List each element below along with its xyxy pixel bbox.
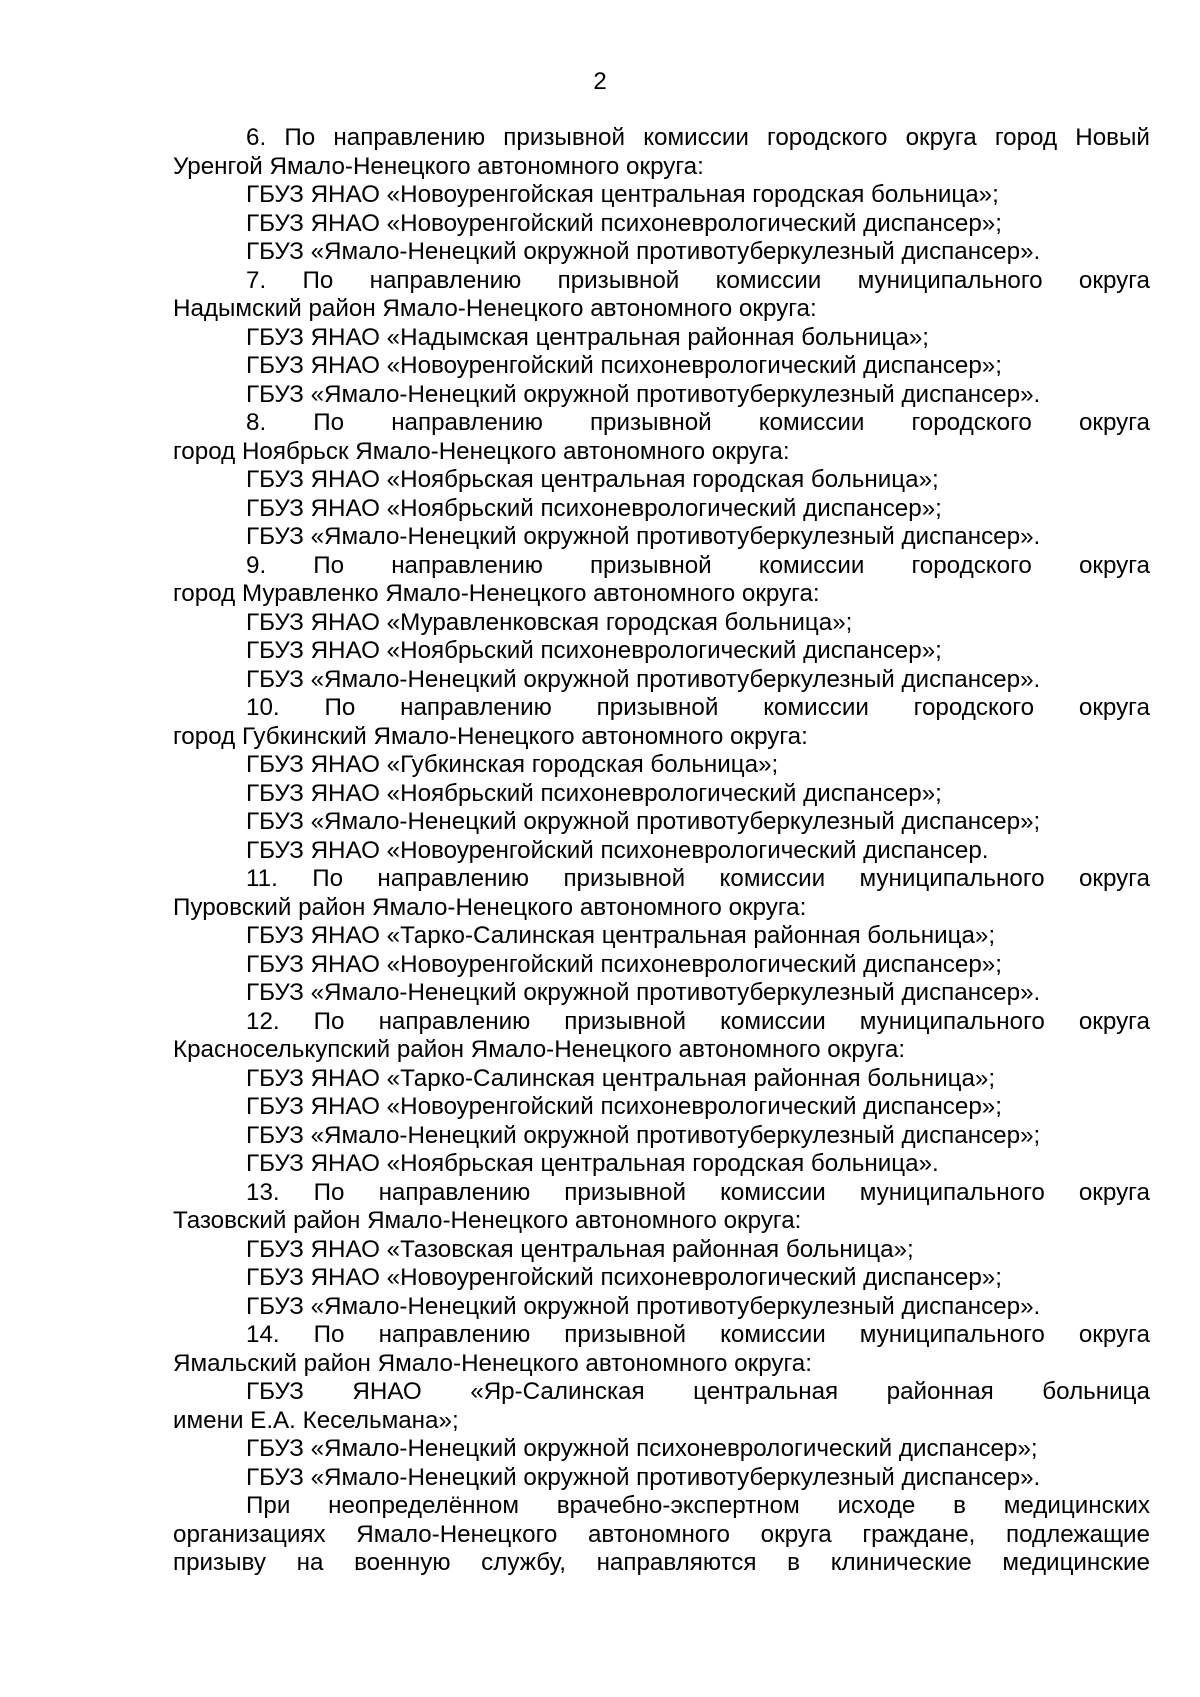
text-word: неопределённом xyxy=(328,1492,519,1519)
text-word: городского xyxy=(767,124,888,151)
text-line xyxy=(173,865,1150,894)
text-line xyxy=(173,1549,1150,1578)
text-word: организациях xyxy=(173,1520,326,1548)
text-word: Новый xyxy=(1075,124,1150,151)
text-word: По xyxy=(312,865,344,892)
text-line: ГБУЗ ЯНАО «Новоуренгойский психоневрологический диспансер»; xyxy=(246,1264,1002,1291)
text-word: комиссии xyxy=(719,865,826,892)
text-line: ГБУЗ ЯНАО «Надымская центральная районная больница»; xyxy=(246,323,930,351)
text-word: медицинских xyxy=(1003,1492,1150,1519)
text-line: ГБУЗ «Ямало-Ненецкий окружной противотуберкулезный диспансер». xyxy=(246,979,1041,1006)
text-line: ГБУЗ «Ямало-Ненецкий окружной противотуберкулезный диспансер». xyxy=(246,238,1041,265)
text-line: ГБУЗ ЯНАО «Новоуренгойский психоневрологический диспансер»; xyxy=(246,352,1002,379)
text-word: военную xyxy=(354,1549,451,1576)
text-word: 13. xyxy=(246,1178,280,1206)
text-word: призывной xyxy=(564,1007,687,1035)
text-line: ГБУЗ «Ямало-Ненецкий окружной противотуберкулезный диспансер». xyxy=(246,1292,1041,1320)
text-line: город Ноябрьск Ямало-Ненецкого автономного округа: xyxy=(173,437,790,465)
text-word: муниципального xyxy=(859,1007,1045,1035)
text-word: направлению xyxy=(391,551,543,579)
text-word: 7. xyxy=(246,266,267,294)
text-line: ГБУЗ ЯНАО «Новоуренгойский психоневрологический диспансер. xyxy=(246,836,989,864)
text-line xyxy=(173,267,1150,296)
text-word: 10. xyxy=(246,694,280,721)
text-line: ГБУЗ «Ямало-Ненецкий окружной противотуберкулезный диспансер». xyxy=(246,523,1041,550)
text-word: призывной xyxy=(564,1321,687,1348)
text-word: в xyxy=(953,1492,966,1519)
text-word: граждане, xyxy=(862,1520,976,1548)
text-line: Красноселькупский район Ямало-Ненецкого автономного округа: xyxy=(173,1036,906,1063)
text-word: муниципального xyxy=(857,266,1043,294)
text-line: ГБУЗ «Ямало-Ненецкий окружной противотуберкулезный диспансер». xyxy=(246,1463,1041,1491)
text-line: Ямальский район Ямало-Ненецкого автономного округа: xyxy=(173,1349,812,1377)
text-word: комиссии xyxy=(715,266,822,294)
text-word: округа xyxy=(1078,694,1150,721)
text-word: По xyxy=(324,694,356,721)
text-word: медицинские xyxy=(1002,1549,1150,1576)
text-word: 9. xyxy=(246,551,267,579)
text-word: округа xyxy=(1078,1007,1150,1035)
text-line: ГБУЗ ЯНАО «Ноябрьская центральная городская больница». xyxy=(246,1150,939,1177)
text-word: исходе xyxy=(837,1492,916,1519)
text-line xyxy=(173,1008,1150,1037)
text-word: призывной xyxy=(596,694,719,721)
text-word: призыву xyxy=(173,1549,266,1576)
text-word: При xyxy=(246,1492,291,1519)
text-line: ГБУЗ ЯНАО «Ноябрьский психоневрологический диспансер»; xyxy=(246,494,942,522)
text-line xyxy=(173,1378,1150,1407)
text-word: больница xyxy=(1042,1378,1150,1405)
text-word: призывной xyxy=(563,865,686,892)
text-word: призывной xyxy=(589,409,712,436)
text-word: комиссии xyxy=(763,694,869,721)
text-word: призывной xyxy=(564,1178,687,1206)
text-word: на xyxy=(296,1549,324,1576)
text-word: призывной xyxy=(589,551,712,579)
text-line: ГБУЗ «Ямало-Ненецкий окружной психоневрологический диспансер»; xyxy=(246,1435,1038,1462)
text-word: 14. xyxy=(246,1321,280,1348)
text-line: ГБУЗ ЯНАО «Новоуренгойский психоневрологический диспансер»; xyxy=(246,1093,1002,1120)
text-word: округа xyxy=(1078,1321,1150,1348)
text-word: округа xyxy=(1078,865,1150,892)
text-line: ГБУЗ ЯНАО «Тазовская центральная районная больница»; xyxy=(246,1235,914,1263)
text-line: ГБУЗ «Ямало-Ненецкий окружной противотуберкулезный диспансер»; xyxy=(246,808,1041,835)
text-line: ГБУЗ ЯНАО «Новоуренгойский психоневрологический диспансер»; xyxy=(246,950,1002,978)
text-word: службу, xyxy=(481,1549,566,1576)
text-word: округа xyxy=(905,124,977,151)
text-word: призывной xyxy=(503,124,625,151)
text-line: ГБУЗ ЯНАО «Муравленковская городская больница»; xyxy=(246,608,853,636)
text-word: комиссии xyxy=(643,124,749,151)
text-line: ГБУЗ ЯНАО «Новоуренгойский психоневрологический диспансер»; xyxy=(246,209,1002,237)
text-word: клинические xyxy=(830,1549,972,1576)
text-word: По xyxy=(313,1178,345,1206)
text-line: ГБУЗ ЯНАО «Ноябрьский психоневрологический диспансер»; xyxy=(246,779,942,807)
text-word: направляются xyxy=(596,1549,757,1576)
text-word: округа xyxy=(1078,266,1150,294)
text-word: в xyxy=(787,1549,801,1576)
text-word: По xyxy=(313,409,345,436)
text-line: Уренгой Ямало-Ненецкого автономного округа: xyxy=(173,152,704,180)
text-word: По xyxy=(284,124,316,151)
text-word: комиссии xyxy=(758,551,865,579)
text-word: город xyxy=(994,124,1058,151)
text-line: город Губкинский Ямало-Ненецкого автономного округа: xyxy=(173,722,808,750)
text-line xyxy=(173,409,1150,438)
text-line xyxy=(173,124,1150,153)
text-word: 11. xyxy=(246,865,278,892)
text-word: округа xyxy=(760,1520,832,1548)
text-line: ГБУЗ ЯНАО «Новоуренгойская центральная городская больница»; xyxy=(246,181,999,208)
text-word: направлению xyxy=(369,266,522,294)
text-word: городского xyxy=(913,694,1035,721)
text-line: ГБУЗ «Ямало-Ненецкий окружной противотуберкулезный диспансер». xyxy=(246,665,1041,693)
text-word: направлению xyxy=(378,1007,531,1035)
text-line: Надымский район Ямало-Ненецкого автономного округа: xyxy=(173,295,817,322)
text-word: подлежащие xyxy=(1006,1520,1150,1548)
text-word: ЯНАО xyxy=(352,1378,422,1405)
text-word: муниципального xyxy=(859,1321,1045,1348)
text-word: автономного xyxy=(587,1520,731,1548)
text-word: направлению xyxy=(377,865,530,892)
text-word: районная xyxy=(886,1378,994,1405)
text-word: врачебно-экспертном xyxy=(556,1492,800,1519)
text-word: комиссии xyxy=(758,409,865,436)
document-body xyxy=(173,124,1150,1578)
text-word: призывной xyxy=(557,266,680,294)
text-word: направлению xyxy=(378,1321,531,1348)
text-line xyxy=(173,1492,1150,1521)
text-word: комиссии xyxy=(720,1178,826,1206)
text-line: ГБУЗ «Ямало-Ненецкий окружной противотуберкулезный диспансер»; xyxy=(246,1121,1041,1149)
text-word: По xyxy=(302,266,334,294)
text-line: ГБУЗ ЯНАО «Тарко-Салинская центральная районная больница»; xyxy=(246,922,996,949)
text-word: центральная xyxy=(693,1378,839,1405)
text-line: Тазовский район Ямало-Ненецкого автономного округа: xyxy=(173,1207,802,1234)
text-word: По xyxy=(313,1321,345,1348)
text-word: По xyxy=(313,551,345,579)
text-word: Ямало-Ненецкого xyxy=(356,1520,558,1548)
text-line: ГБУЗ «Ямало-Ненецкий окружной противотуберкулезный диспансер». xyxy=(246,380,1041,408)
text-line: ГБУЗ ЯНАО «Ноябрьская центральная городская больница»; xyxy=(246,466,939,493)
text-word: городского xyxy=(911,409,1032,436)
text-word: муниципального xyxy=(859,865,1045,892)
text-line xyxy=(173,1321,1150,1350)
text-word: По xyxy=(313,1007,345,1035)
text-word: округа xyxy=(1078,551,1150,579)
text-word: округа xyxy=(1078,1178,1150,1206)
text-word: направлению xyxy=(391,409,543,436)
text-line xyxy=(173,1179,1150,1208)
text-word: 6. xyxy=(246,124,267,151)
text-word: комиссии xyxy=(720,1007,826,1035)
text-word: 12. xyxy=(246,1007,280,1035)
text-word: округа xyxy=(1078,409,1150,436)
text-line: город Муравленко Ямало-Ненецкого автономного округа: xyxy=(173,580,820,607)
text-word: направлению xyxy=(400,694,552,721)
text-word: направлению xyxy=(333,124,486,151)
text-word: городского xyxy=(911,551,1032,579)
text-line: ГБУЗ ЯНАО «Ноябрьский психоневрологический диспансер»; xyxy=(246,637,942,664)
text-word: комиссии xyxy=(720,1321,826,1348)
text-line xyxy=(173,694,1150,723)
text-word: направлению xyxy=(378,1178,531,1206)
text-line: имени Е.А. Кесельмана»; xyxy=(173,1406,459,1434)
text-line: ГБУЗ ЯНАО «Губкинская городская больница»; xyxy=(246,751,779,778)
text-word: ГБУЗ xyxy=(246,1378,304,1405)
page-number: 2 xyxy=(593,68,607,95)
text-line xyxy=(173,1521,1150,1550)
text-line: Пуровский район Ямало-Ненецкого автономного округа: xyxy=(173,893,807,921)
text-line xyxy=(173,552,1150,581)
text-word: «Яр-Салинская xyxy=(470,1378,645,1405)
text-word: 8. xyxy=(246,409,267,436)
text-word: муниципального xyxy=(859,1178,1045,1206)
text-line: ГБУЗ ЯНАО «Тарко-Салинская центральная районная больница»; xyxy=(246,1064,996,1092)
